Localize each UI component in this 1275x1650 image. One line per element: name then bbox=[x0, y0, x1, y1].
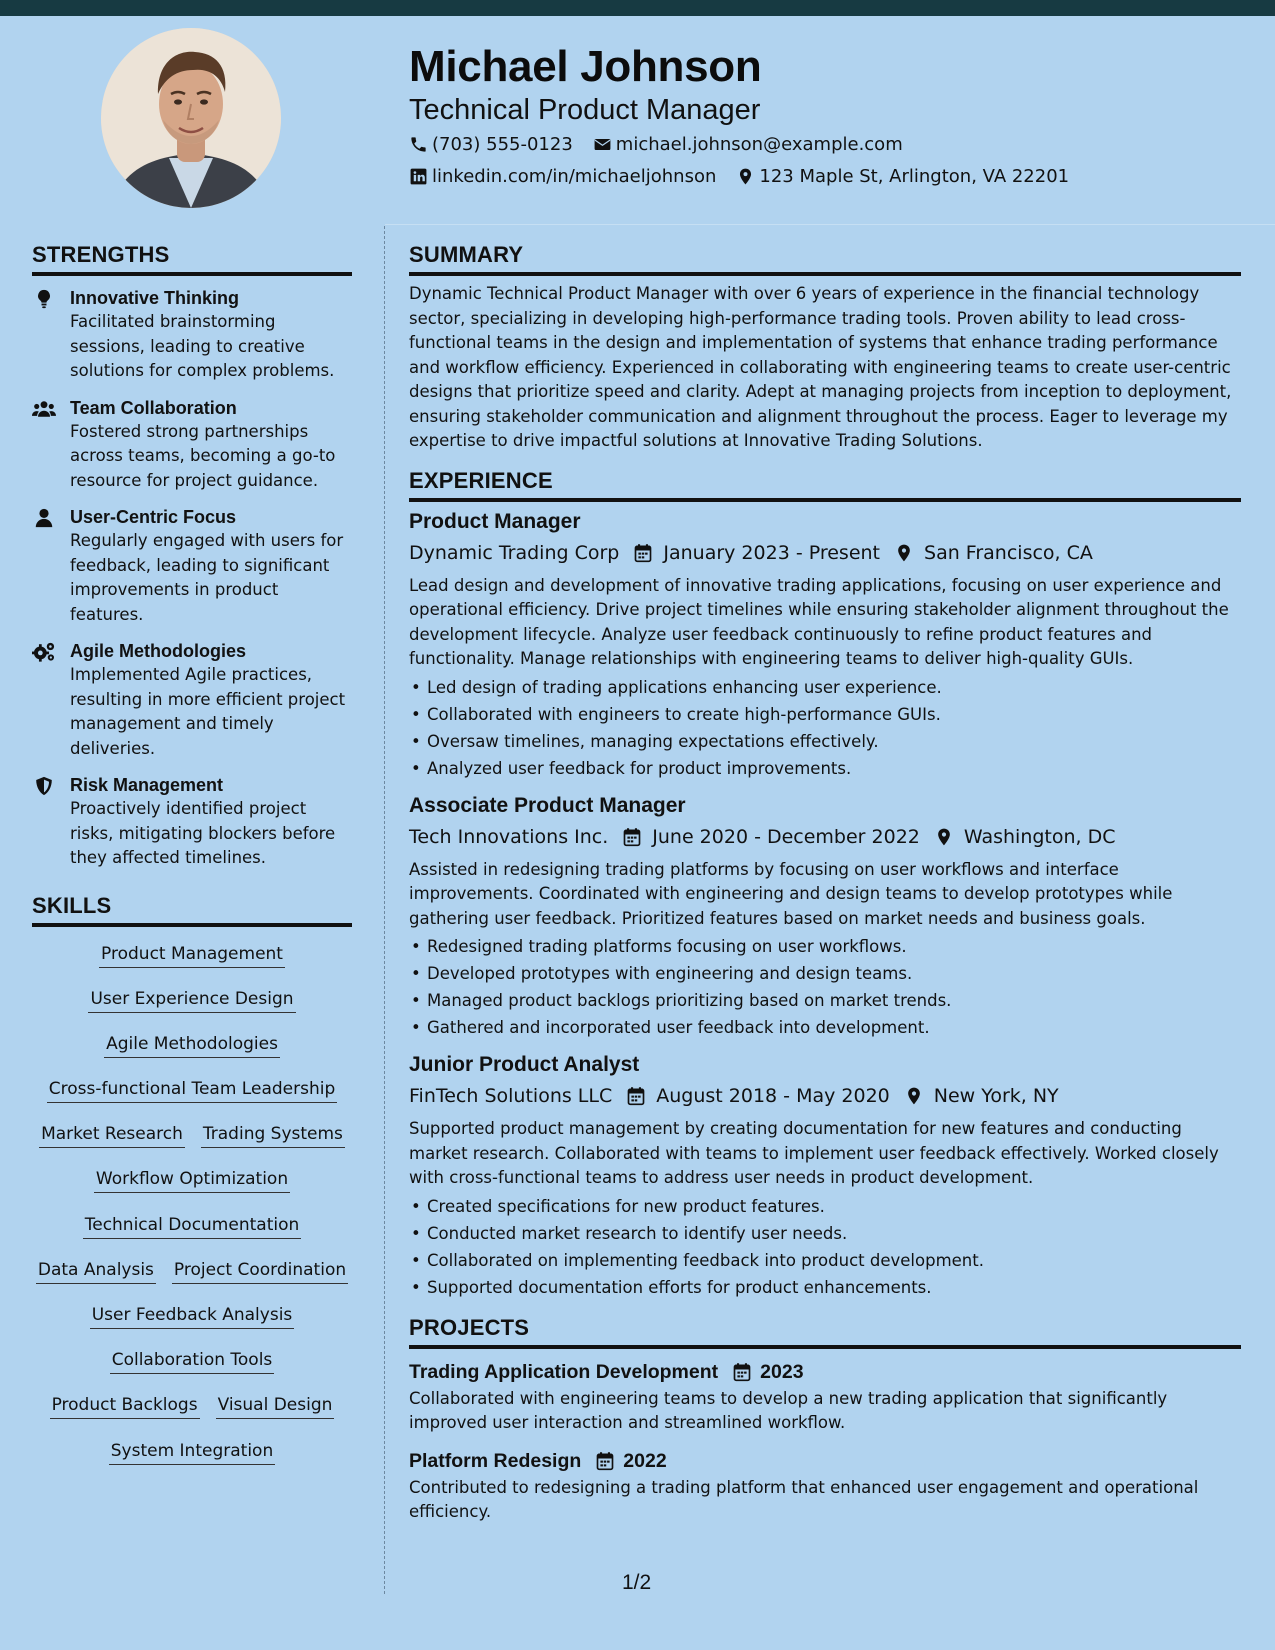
job-dates bbox=[633, 538, 880, 568]
strength-title: Risk Management bbox=[70, 775, 224, 795]
calendar-icon bbox=[633, 543, 653, 563]
skill-tag: Market Research bbox=[39, 1121, 185, 1148]
right-column bbox=[409, 242, 1241, 1525]
bullet-item: • Analyzed user feedback for product improvements. bbox=[409, 755, 1241, 782]
strength-title: Innovative Thinking bbox=[70, 288, 240, 308]
skill-row bbox=[32, 1392, 352, 1437]
job-company: Tech Innovations Inc. bbox=[409, 825, 609, 848]
bullet-item: • Collaborated on implementing feedback into product development. bbox=[409, 1247, 1241, 1274]
skill-tag: Project Coordination bbox=[172, 1257, 348, 1284]
strength-item bbox=[32, 773, 352, 871]
linkedin-icon bbox=[409, 167, 428, 186]
skill-row bbox=[32, 1302, 352, 1347]
strength-desc: Fostered strong partnerships across teams, becoming a go-to resource for project guidance. bbox=[70, 421, 336, 490]
project-desc: Contributed to redesigning a trading platform that enhanced user engagement and operational efficiency. bbox=[409, 1477, 1199, 1521]
job-title: Junior Product Analyst bbox=[409, 1053, 640, 1076]
project-title: Platform Redesign bbox=[409, 1449, 582, 1472]
skill-row bbox=[32, 1257, 352, 1302]
job-dates-text: August 2018 - May 2020 bbox=[656, 1085, 890, 1107]
job-desc: Supported product management by creating documentation for new features and conducting market research. Collaborated with teams to implement user feedback effectively. Worked closely with cross-functional teams to address user needs in product development. bbox=[409, 1119, 1219, 1187]
bullet-item: • Gathered and incorporated user feedback into development. bbox=[409, 1014, 1241, 1041]
job-company: FinTech Solutions LLC bbox=[409, 1085, 613, 1107]
bullet-item: • Conducted market research to identify user needs. bbox=[409, 1220, 1241, 1247]
job-location bbox=[934, 822, 1116, 852]
address-contact bbox=[736, 166, 1069, 187]
top-bar bbox=[0, 0, 1275, 16]
job-location bbox=[894, 538, 1093, 568]
bullet-item: • Created specifications for new product features. bbox=[409, 1193, 1241, 1220]
strength-desc: Implemented Agile practices, resulting in more efficient project management and timely deliveries. bbox=[70, 665, 346, 758]
skill-tag: System Integration bbox=[109, 1438, 275, 1465]
project-year: 2022 bbox=[623, 1449, 667, 1472]
projects-heading: PROJECTS bbox=[409, 1315, 1241, 1349]
job-bullets bbox=[409, 933, 1241, 1041]
project-head bbox=[409, 1446, 1241, 1476]
job-location-text: New York, NY bbox=[933, 1085, 1059, 1107]
linkedin-text[interactable]: linkedin.com/in/michaeljohnson bbox=[432, 166, 717, 187]
skills-heading: SKILLS bbox=[32, 893, 352, 927]
skill-tag: Workflow Optimization bbox=[94, 1166, 290, 1193]
calendar-icon bbox=[626, 1086, 646, 1106]
linkedin-contact[interactable] bbox=[409, 166, 716, 187]
skill-tag: Product Backlogs bbox=[50, 1392, 200, 1419]
column-divider bbox=[384, 226, 385, 1594]
summary-text: Dynamic Technical Product Manager with over 6 years of experience in the financial technology sector, specializing in developing high-performance trading tools. Proven ability to lead cross-functional teams in the design and implementation of systems that enhance trading performance and workflow efficiency. Experienced in collaborating with engineering teams to create user-centric designs that prioritize speed and clarity. Adept at managing projects from inception to deployment, ensuring stakeholder communication and alignment throughout the process. Eager to leverage my expertise to drive impactful solutions at Innovative Trading Solutions. bbox=[409, 284, 1232, 450]
strength-title: Team Collaboration bbox=[70, 397, 237, 418]
skill-tag: Cross-functional Team Leadership bbox=[47, 1076, 338, 1103]
job-company: Dynamic Trading Corp bbox=[409, 541, 620, 564]
strength-desc: Regularly engaged with users for feedback, leading to significant improvements in product features. bbox=[70, 531, 344, 624]
job-entry bbox=[409, 1051, 1241, 1301]
bullet-item: • Led design of trading applications enhancing user experience. bbox=[409, 674, 1241, 701]
skill-tag: Agile Methodologies bbox=[104, 1031, 280, 1058]
portrait-image bbox=[101, 28, 281, 208]
skill-row bbox=[32, 1031, 352, 1076]
lightbulb-icon bbox=[32, 288, 56, 310]
bullet-item: • Redesigned trading platforms focusing on user workflows. bbox=[409, 933, 1241, 960]
strength-item bbox=[32, 505, 352, 627]
bullet-item: • Collaborated with engineers to create high-performance GUIs. bbox=[409, 701, 1241, 728]
shield-icon bbox=[32, 775, 56, 797]
skill-row bbox=[32, 1438, 352, 1483]
job-location-text: San Francisco, CA bbox=[924, 541, 1093, 564]
strength-item bbox=[32, 286, 352, 384]
address-text: 123 Maple St, Arlington, VA 22201 bbox=[759, 166, 1070, 187]
job-title: Product Manager bbox=[409, 509, 581, 533]
job-dates bbox=[626, 1081, 890, 1111]
skill-row bbox=[32, 1166, 352, 1211]
job-title: Associate Product Manager bbox=[409, 793, 686, 817]
left-column bbox=[32, 242, 352, 1483]
project-head bbox=[409, 1357, 1241, 1387]
strength-item bbox=[32, 396, 352, 494]
phone-icon bbox=[409, 135, 428, 154]
header-rule bbox=[385, 224, 1275, 225]
job-dates bbox=[622, 822, 920, 852]
location-pin-icon bbox=[894, 543, 914, 563]
gears-icon bbox=[32, 641, 56, 663]
bullet-item: • Supported documentation efforts for product enhancements. bbox=[409, 1274, 1241, 1301]
strength-desc: Proactively identified project risks, mitigating blockers before they affected timelines. bbox=[70, 799, 336, 867]
bullet-item: • Oversaw timelines, managing expectations effectively. bbox=[409, 728, 1241, 755]
page-number: 1/2 bbox=[622, 1571, 652, 1594]
job-location bbox=[904, 1081, 1059, 1111]
job-meta bbox=[409, 822, 1241, 852]
summary-heading: SUMMARY bbox=[409, 242, 1241, 276]
envelope-icon bbox=[593, 135, 612, 154]
profile-photo bbox=[101, 28, 281, 208]
strength-desc: Facilitated brainstorming sessions, leading to creative solutions for complex problems. bbox=[70, 312, 335, 380]
users-icon bbox=[32, 398, 56, 420]
skill-row bbox=[32, 1212, 352, 1257]
skill-tag: Trading Systems bbox=[201, 1121, 345, 1148]
job-entry bbox=[409, 792, 1241, 1042]
project-desc: Collaborated with engineering teams to develop a new trading application that significantly improved user interaction and streamlined workflow. bbox=[409, 1388, 1168, 1432]
skills-list bbox=[32, 941, 352, 1483]
strengths-list bbox=[32, 286, 352, 871]
calendar-icon bbox=[622, 827, 642, 847]
project-entry bbox=[409, 1446, 1241, 1525]
skill-tag: Product Management bbox=[99, 941, 285, 968]
experience-heading: EXPERIENCE bbox=[409, 468, 1241, 502]
skill-tag: User Feedback Analysis bbox=[90, 1302, 295, 1329]
skill-tag: Data Analysis bbox=[36, 1257, 156, 1284]
phone-text: (703) 555-0123 bbox=[432, 134, 573, 155]
job-desc: Lead design and development of innovative trading applications, focusing on user experience and operational efficiency. Drive project timelines while ensuring stakeholder alignment throughout the development lifecycle. Analyze user feedback continuously to refine product features and functionality. Manage relationships with engineering teams to deliver high-quality GUIs. bbox=[409, 575, 1229, 668]
contact-row-1 bbox=[409, 134, 923, 155]
project-year: 2023 bbox=[760, 1360, 804, 1383]
skill-tag: User Experience Design bbox=[88, 986, 295, 1013]
job-meta bbox=[409, 538, 1241, 568]
email-text[interactable]: michael.johnson@example.com bbox=[615, 134, 903, 155]
job-bullets bbox=[409, 1193, 1241, 1301]
job-desc: Assisted in redesigning trading platforms by focusing on user workflows and interface improvements. Coordinated with engineering and design teams to develop prototypes while gathering user feedback. Prioritized features based on market needs and business goals. bbox=[409, 859, 1173, 928]
job-dates-text: January 2023 - Present bbox=[663, 541, 881, 564]
strengths-heading: STRENGTHS bbox=[32, 242, 352, 276]
job-dates-text: June 2020 - December 2022 bbox=[652, 825, 920, 848]
job-location-text: Washington, DC bbox=[963, 825, 1116, 848]
job-meta bbox=[409, 1081, 1241, 1111]
user-icon bbox=[32, 507, 56, 529]
bullet-item: • Developed prototypes with engineering and design teams. bbox=[409, 960, 1241, 987]
bullet-item: • Managed product backlogs prioritizing based on market trends. bbox=[409, 987, 1241, 1014]
skill-tag: Technical Documentation bbox=[83, 1212, 302, 1239]
skill-tag: Visual Design bbox=[216, 1392, 335, 1419]
strength-title: User-Centric Focus bbox=[70, 507, 237, 527]
contact-row-2 bbox=[409, 166, 1089, 187]
job-bullets bbox=[409, 674, 1241, 782]
location-pin-icon bbox=[934, 827, 954, 847]
skill-row bbox=[32, 941, 352, 986]
skill-tag: Collaboration Tools bbox=[110, 1347, 275, 1374]
location-pin-icon bbox=[736, 167, 755, 186]
job-entry bbox=[409, 508, 1241, 782]
candidate-name: Michael Johnson bbox=[409, 42, 762, 91]
skill-row bbox=[32, 986, 352, 1031]
calendar-icon bbox=[595, 1451, 615, 1471]
project-title: Trading Application Development bbox=[409, 1360, 719, 1383]
strength-title: Agile Methodologies bbox=[70, 641, 247, 661]
phone-contact bbox=[409, 134, 573, 155]
strength-item bbox=[32, 639, 352, 761]
skill-row bbox=[32, 1076, 352, 1121]
email-contact[interactable] bbox=[593, 134, 903, 155]
location-pin-icon bbox=[904, 1086, 924, 1106]
skill-row bbox=[32, 1347, 352, 1392]
project-entry bbox=[409, 1357, 1241, 1436]
candidate-title: Technical Product Manager bbox=[409, 94, 761, 126]
calendar-icon bbox=[732, 1362, 752, 1382]
skill-row bbox=[32, 1121, 352, 1166]
